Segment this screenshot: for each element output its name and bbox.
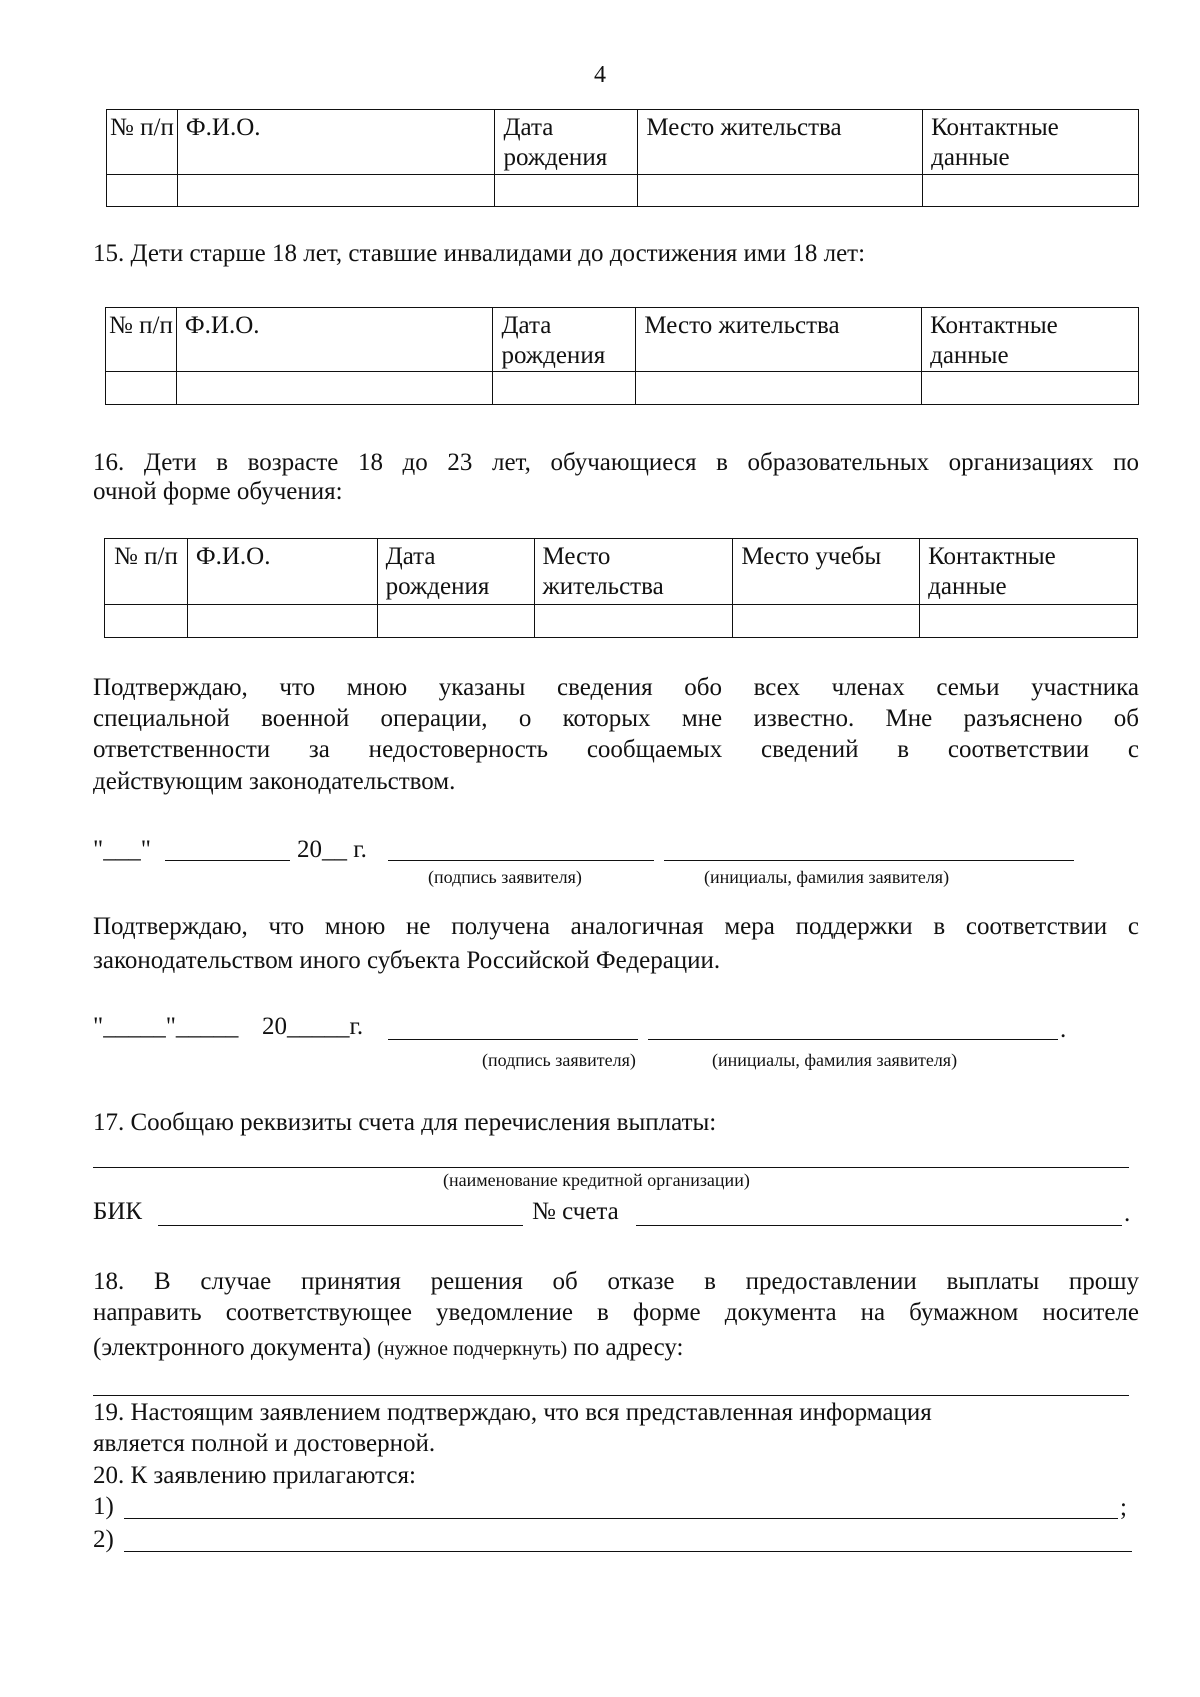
full-name-caption: (инициалы, фамилия заявителя) bbox=[704, 867, 950, 887]
attachment-1-field[interactable] bbox=[124, 1518, 1118, 1519]
confirm1-line1: Подтверждаю, что мною указаны сведения обо всех членах семьи участника bbox=[93, 674, 1139, 701]
semicolon-mark: ; bbox=[1120, 1494, 1127, 1521]
section-18-address-label: по адресу: bbox=[573, 1334, 684, 1361]
table-row bbox=[106, 372, 1139, 405]
col-name-header: Ф.И.О. bbox=[184, 312, 260, 339]
col-num-header: № п/п bbox=[109, 312, 173, 339]
col-contacts-header: Контактные данные bbox=[931, 114, 1059, 171]
section-16-line1: 16. Дети в возрасте 18 до 23 лет, обучающиеся в образовательных организациях по bbox=[93, 449, 1139, 476]
cell-birth[interactable] bbox=[377, 605, 534, 638]
section-16-line2: очной форме обучения: bbox=[93, 478, 343, 505]
cell-residence[interactable] bbox=[534, 605, 733, 638]
cell-birth[interactable] bbox=[493, 372, 636, 405]
signature-field[interactable] bbox=[388, 860, 654, 861]
cell-name[interactable] bbox=[177, 175, 495, 207]
cell-contacts[interactable] bbox=[922, 372, 1139, 405]
col-birth-header: Дата рождения bbox=[385, 543, 490, 600]
full-name-caption-2: (инициалы, фамилия заявителя) bbox=[712, 1050, 958, 1070]
section-18-line2: направить соответствующее уведомление в форме документа на бумажном носителе bbox=[93, 1299, 1139, 1326]
cell-study[interactable] bbox=[733, 605, 920, 638]
signature-caption-2: (подпись заявителя) bbox=[482, 1050, 636, 1070]
period-mark: . bbox=[1060, 1016, 1067, 1043]
bik-field[interactable] bbox=[158, 1225, 523, 1226]
section-18-line3 bbox=[93, 1332, 683, 1365]
confirm1-line4: действующим законодательством. bbox=[93, 768, 456, 795]
section-15-heading: 15. Дети старше 18 лет, ставшие инвалидами до достижения ими 18 лет: bbox=[93, 240, 866, 267]
section-19-line2: является полной и достоверной. bbox=[93, 1430, 436, 1457]
table-header-row bbox=[107, 110, 1139, 175]
account-field[interactable] bbox=[636, 1225, 1122, 1226]
cell-num[interactable] bbox=[107, 175, 178, 207]
cell-residence[interactable] bbox=[636, 372, 922, 405]
col-study-header: Место учебы bbox=[741, 543, 882, 570]
page-number: 4 bbox=[594, 62, 606, 88]
table-row bbox=[105, 605, 1138, 638]
col-residence-header: Место жительства bbox=[646, 114, 842, 141]
attachment-1-label: 1) bbox=[93, 1493, 114, 1520]
col-birth-header: Дата рождения bbox=[501, 312, 606, 369]
cell-birth[interactable] bbox=[495, 175, 638, 207]
section-18-line1: 18. В случае принятия решения об отказе в предоставлении выплаты прошу bbox=[93, 1268, 1139, 1295]
confirm1-line2: специальной военной операции, о которых мне известно. Мне разъяснено об bbox=[93, 705, 1139, 732]
bank-name-caption: (наименование кредитной организации) bbox=[443, 1170, 750, 1190]
col-num-header: № п/п bbox=[114, 543, 178, 570]
attachment-2-field[interactable] bbox=[124, 1551, 1132, 1552]
cell-contacts[interactable] bbox=[923, 175, 1139, 207]
full-name-field[interactable] bbox=[664, 860, 1074, 861]
date-year-field[interactable]: 20__ г. bbox=[297, 836, 367, 863]
cell-residence[interactable] bbox=[638, 175, 923, 207]
cell-name[interactable] bbox=[187, 605, 377, 638]
cell-num[interactable] bbox=[105, 605, 188, 638]
col-residence-header: Место жительства bbox=[542, 543, 664, 600]
col-birth-header: Дата рождения bbox=[503, 114, 608, 171]
members-table-top bbox=[106, 109, 1139, 207]
attachment-2-label: 2) bbox=[93, 1526, 114, 1553]
underline-hint: (нужное подчеркнуть) bbox=[377, 1338, 568, 1360]
disabled-children-table bbox=[105, 307, 1139, 405]
cell-num[interactable] bbox=[106, 372, 177, 405]
signature-caption: (подпись заявителя) bbox=[428, 867, 582, 887]
table-row bbox=[107, 175, 1139, 207]
confirm2-line1: Подтверждаю, что мною не получена аналогичная мера поддержки в соответствии с bbox=[93, 913, 1139, 940]
section-17-heading: 17. Сообщаю реквизиты счета для перечисления выплаты: bbox=[93, 1109, 717, 1136]
col-residence-header: Место жительства bbox=[644, 312, 840, 339]
account-label: № счета bbox=[532, 1198, 619, 1225]
signature-field-2[interactable] bbox=[388, 1039, 638, 1040]
students-table bbox=[104, 538, 1138, 638]
bik-label: БИК bbox=[93, 1198, 143, 1225]
bank-name-field[interactable] bbox=[93, 1167, 1129, 1168]
col-contacts-header: Контактные данные bbox=[928, 543, 1056, 600]
col-num-header: № п/п bbox=[110, 114, 174, 141]
address-field[interactable] bbox=[93, 1395, 1129, 1396]
table-header-row bbox=[106, 308, 1139, 372]
date-day-field[interactable]: "___" bbox=[93, 836, 151, 863]
date-field-2[interactable]: "_____"_____ bbox=[93, 1013, 239, 1040]
section-19-line1: 19. Настоящим заявлением подтверждаю, что вся представленная информация bbox=[93, 1399, 932, 1426]
period-mark: . bbox=[1124, 1200, 1131, 1227]
date-month-field[interactable] bbox=[165, 860, 290, 861]
section-20-heading: 20. К заявлению прилагаются: bbox=[93, 1462, 416, 1489]
col-name-header: Ф.И.О. bbox=[195, 543, 271, 570]
date-year-field-2[interactable]: 20_____г. bbox=[262, 1013, 364, 1040]
table-header-row bbox=[105, 539, 1138, 605]
col-contacts-header: Контактные данные bbox=[930, 312, 1058, 369]
cell-contacts[interactable] bbox=[920, 605, 1138, 638]
cell-name[interactable] bbox=[176, 372, 493, 405]
full-name-field-2[interactable] bbox=[648, 1039, 1058, 1040]
col-name-header: Ф.И.О. bbox=[185, 114, 261, 141]
confirm1-line3: ответственности за недостоверность сообщаемых сведений в соответствии с bbox=[93, 736, 1139, 763]
confirm2-line2: законодательством иного субъекта Российской Федерации. bbox=[93, 947, 721, 974]
section-18-text: (электронного документа) bbox=[93, 1334, 371, 1361]
